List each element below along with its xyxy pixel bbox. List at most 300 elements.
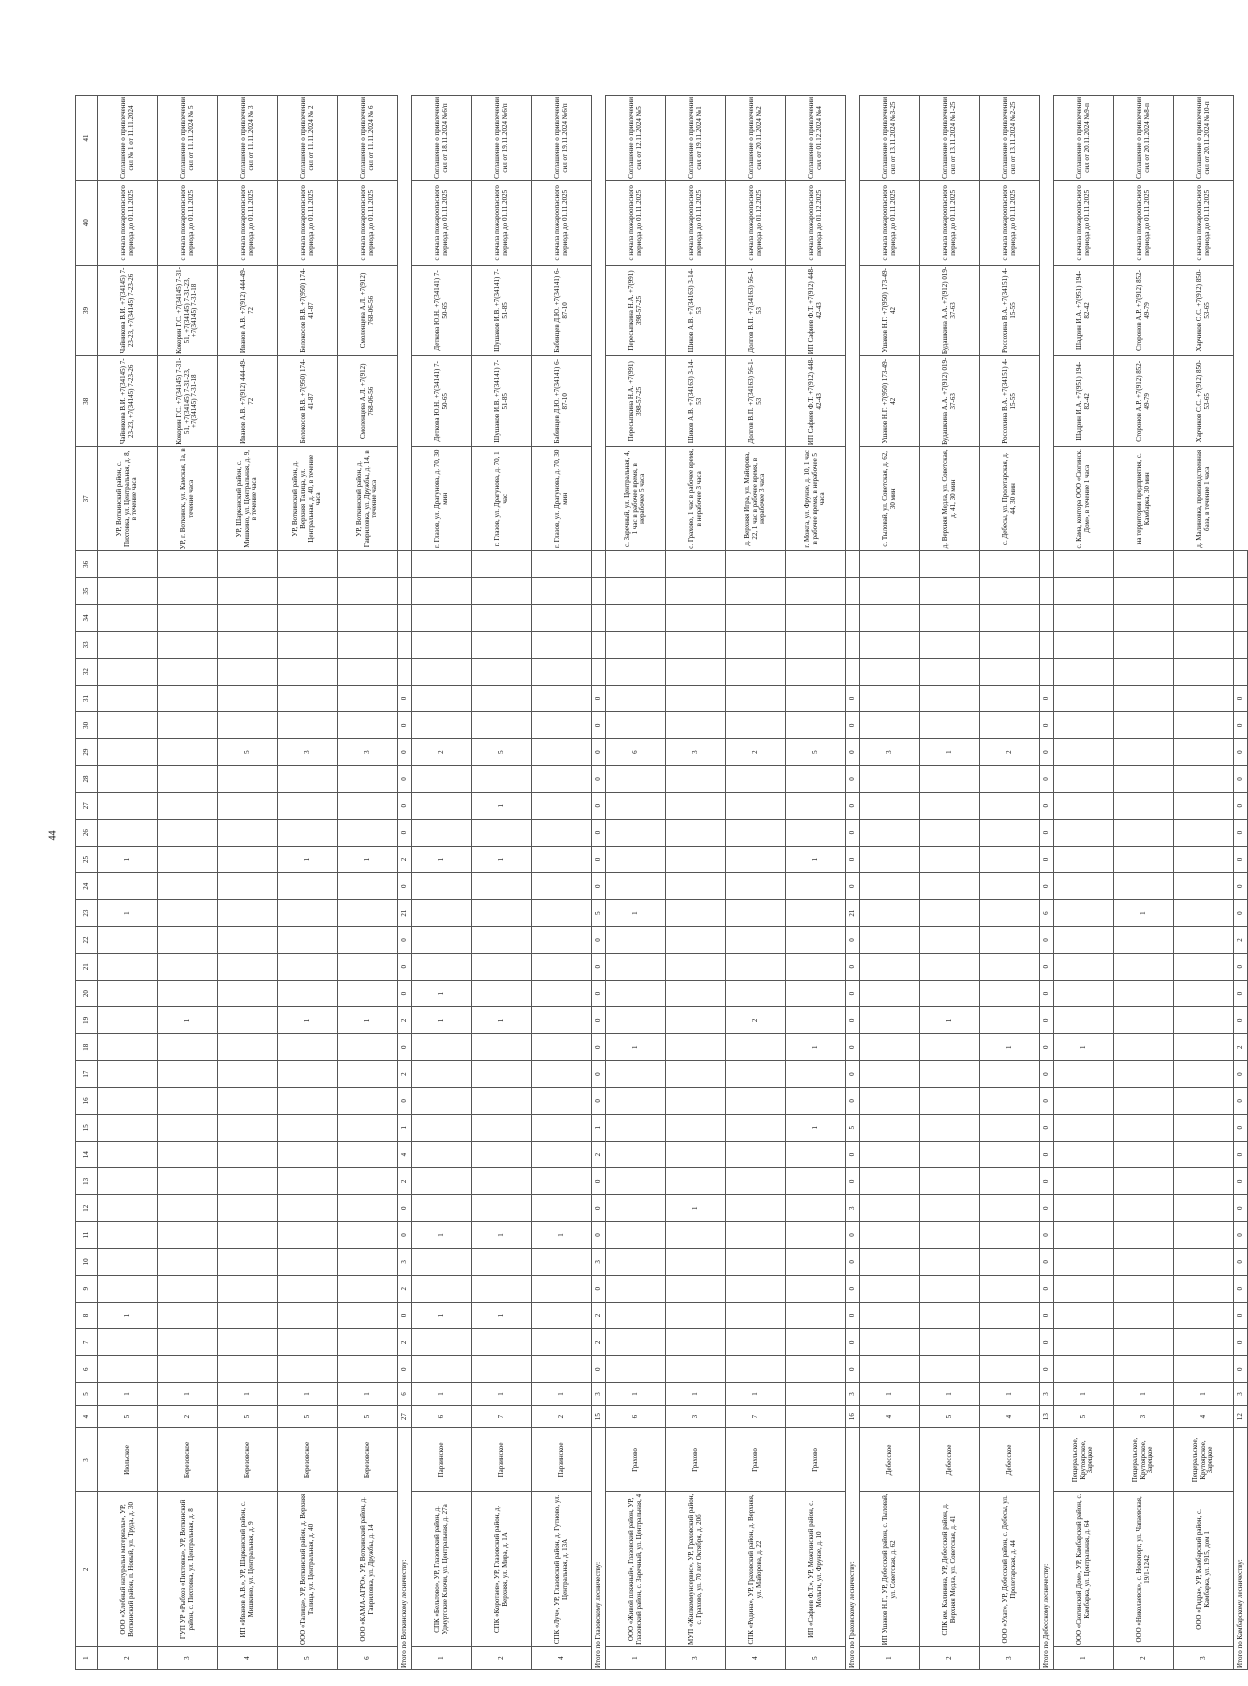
subtotal-cell: 0 xyxy=(846,1275,860,1302)
table-cell-col-35 xyxy=(786,578,846,605)
subtotal-cell: 2 xyxy=(592,1329,606,1356)
table-cell-col-28 xyxy=(606,766,666,793)
table-row xyxy=(412,96,472,1670)
table-cell-col-14 xyxy=(278,1141,338,1168)
table-cell-col-20 xyxy=(1054,980,1114,1007)
table-cell-col-20: 1 xyxy=(412,980,472,1007)
table-cell-col-37: УР, Шарканский район, с. Мишкино, ул. Центральная, д. 9, в течение часа xyxy=(218,447,278,551)
table-cell-col-6 xyxy=(218,1356,278,1383)
table-cell-col-33 xyxy=(338,631,398,658)
table-cell-col-10 xyxy=(532,1248,592,1275)
header-cell-24: 24 xyxy=(76,873,98,900)
table-cell-col-24 xyxy=(666,873,726,900)
subtotal-empty-cell xyxy=(1234,631,1248,658)
table-cell-col-33 xyxy=(786,631,846,658)
table-cell-col-21 xyxy=(726,953,786,980)
organization-cell: СПК «Бельтово», УР, Глазовский район, д. Удмуртские Ключи, ул. Центральная, д. 27а xyxy=(412,1492,472,1647)
table-cell-col-24 xyxy=(860,873,920,900)
table-cell-col-12 xyxy=(980,1195,1040,1222)
table-cell-col-22 xyxy=(606,927,666,954)
table-cell-col-35 xyxy=(1114,578,1174,605)
organization-cell: ИП Ушаков Н.Г., УР, Дебесский район, с. Тыловай, ул. Советская, д. 62 xyxy=(860,1492,920,1647)
subtotal-empty-cell xyxy=(592,658,606,685)
table-cell-col-7 xyxy=(278,1329,338,1356)
table-cell-col-4: 5 xyxy=(338,1405,398,1428)
table-cell-col-37: с. Тыловай, ул. Советская, д. 62, 30 мин xyxy=(860,447,920,551)
table-cell-col-22 xyxy=(786,927,846,954)
subtotal-cell: 27 xyxy=(398,1405,412,1428)
table-cell-col-13 xyxy=(786,1168,846,1195)
table-cell-col-7 xyxy=(606,1329,666,1356)
table-cell-col-24 xyxy=(1174,873,1234,900)
subtotal-cell: 0 xyxy=(846,1222,860,1249)
table-cell-col-41: Соглашение о привлечении сил от 13.11.2024 №1-25 xyxy=(920,96,980,181)
table-cell-col-4 xyxy=(786,1405,846,1428)
subtotal-cell: 1 xyxy=(398,1114,412,1141)
table-cell-col-26 xyxy=(786,819,846,846)
table-cell-col-14 xyxy=(532,1141,592,1168)
subtotal-cell: 0 xyxy=(1040,1275,1054,1302)
table-cell-col-6 xyxy=(472,1356,532,1383)
district-cell: Июльское xyxy=(98,1428,158,1492)
table-row xyxy=(98,96,158,1670)
table-cell-col-40: с начала пожароопасного периода до 01.11.2025 xyxy=(1114,180,1174,265)
table-cell-col-40: с начала пожароопасного периода до 01.11.2025 xyxy=(606,180,666,265)
table-cell-col-38: Бабинцев Д.Ю. +7(34141) 6-87-10 xyxy=(532,356,592,447)
table-cell-col-5: 1 xyxy=(920,1383,980,1406)
table-cell-col-18 xyxy=(860,1034,920,1061)
table-cell-col-39: Россохина В.А. +7(34151) 4-15-55 xyxy=(980,265,1040,356)
table-cell-col-12 xyxy=(472,1195,532,1222)
table-cell-col-19: 1 xyxy=(412,1007,472,1034)
table-cell-col-41: Соглашение о привлечении сил от 11.11.2024 № 3 xyxy=(218,96,278,181)
table-cell-col-7 xyxy=(532,1329,592,1356)
table-cell-col-24 xyxy=(786,873,846,900)
table-cell-col-39: Будашкина А.А. +7(912) 019-37-63 xyxy=(920,265,980,356)
table-cell-col-36 xyxy=(338,551,398,578)
table-cell-col-21 xyxy=(920,953,980,980)
subtotal-cell: 3 xyxy=(592,1248,606,1275)
table-cell-col-33 xyxy=(472,631,532,658)
table-cell-col-19 xyxy=(1114,1007,1174,1034)
district-cell: Грахово xyxy=(726,1428,786,1492)
subtotal-cell: 0 xyxy=(1234,1248,1248,1275)
table-cell-col-40: с начала пожароопасного периода до 01.11.2025 xyxy=(1174,180,1234,265)
table-cell-col-4: 2 xyxy=(532,1405,592,1428)
table-cell-col-22 xyxy=(158,927,218,954)
table-cell-col-21 xyxy=(786,953,846,980)
table-cell-col-33 xyxy=(606,631,666,658)
header-cell-35: 35 xyxy=(76,578,98,605)
table-cell-col-35 xyxy=(920,578,980,605)
table-cell-col-30 xyxy=(920,712,980,739)
table-cell-col-32 xyxy=(726,658,786,685)
table-cell-col-11: 1 xyxy=(472,1222,532,1249)
table-row xyxy=(1054,96,1114,1670)
subtotal-cell: 0 xyxy=(846,766,860,793)
table-cell-col-29 xyxy=(1114,739,1174,766)
table-cell-col-40: с начала пожароопасного периода до 01.11.2025 xyxy=(412,180,472,265)
table-cell-col-18: 1 xyxy=(786,1034,846,1061)
table-cell-col-17 xyxy=(158,1061,218,1088)
table-cell-col-16 xyxy=(532,1087,592,1114)
table-cell-col-21 xyxy=(98,953,158,980)
table-cell-col-11: 1 xyxy=(412,1222,472,1249)
table-cell-col-23 xyxy=(158,900,218,927)
table-cell-col-15 xyxy=(158,1114,218,1141)
table-cell-col-8 xyxy=(606,1302,666,1329)
table-cell-col-32 xyxy=(920,658,980,685)
subtotal-cell: 0 xyxy=(1040,980,1054,1007)
table-cell-col-8: 1 xyxy=(98,1302,158,1329)
subtotal-cell: 0 xyxy=(846,685,860,712)
header-cell-17: 17 xyxy=(76,1061,98,1088)
table-cell-col-15 xyxy=(472,1114,532,1141)
subtotal-cell: 0 xyxy=(1040,873,1054,900)
header-cell-16: 16 xyxy=(76,1087,98,1114)
table-cell-col-4: 7 xyxy=(726,1405,786,1428)
subtotal-cell: 0 xyxy=(1234,953,1248,980)
table-cell-col-36 xyxy=(1054,551,1114,578)
subtotal-empty-cell xyxy=(1040,631,1054,658)
table-cell-col-8 xyxy=(786,1302,846,1329)
header-cell-39: 39 xyxy=(76,265,98,356)
table-cell-col-18: 1 xyxy=(1054,1034,1114,1061)
district-cell: Парзинское xyxy=(532,1428,592,1492)
table-cell-col-20 xyxy=(786,980,846,1007)
table-cell-col-37: УР, Воткинский район, д. Гавриловка, ул. Дружбы, д. 14, в течение часа xyxy=(338,447,398,551)
subtotal-empty-cell xyxy=(1040,605,1054,632)
table-cell-col-30 xyxy=(412,712,472,739)
table-cell-col-23 xyxy=(1054,900,1114,927)
table-cell-col-38: Смоленцева А.Л. +7(912) 768-06-56 xyxy=(338,356,398,447)
table-cell-col-31 xyxy=(98,685,158,712)
table-cell-col-19 xyxy=(1174,1007,1234,1034)
table-cell-col-22 xyxy=(338,927,398,954)
table-cell-col-32 xyxy=(412,658,472,685)
table-cell-col-9 xyxy=(860,1275,920,1302)
table-cell-col-24 xyxy=(98,873,158,900)
subtotal-empty-cell xyxy=(592,551,606,578)
subtotal-cell: 0 xyxy=(592,927,606,954)
subtotal-cell: 0 xyxy=(846,1356,860,1383)
table-cell-col-30 xyxy=(786,712,846,739)
table-cell-col-14 xyxy=(338,1141,398,1168)
table-cell-col-31 xyxy=(666,685,726,712)
table-cell-col-10 xyxy=(920,1248,980,1275)
subtotal-cell: 0 xyxy=(846,846,860,873)
table-cell-col-21 xyxy=(472,953,532,980)
table-cell-col-35 xyxy=(606,578,666,605)
table-cell-col-26 xyxy=(1174,819,1234,846)
table-cell-col-31 xyxy=(278,685,338,712)
subtotal-cell: 0 xyxy=(1234,1061,1248,1088)
table-cell-col-33 xyxy=(666,631,726,658)
subtotal-cell: 0 xyxy=(398,1356,412,1383)
table-cell-col-6 xyxy=(412,1356,472,1383)
table-cell-col-11 xyxy=(98,1222,158,1249)
table-cell-col-28 xyxy=(338,766,398,793)
table-cell-col-26 xyxy=(218,819,278,846)
table-cell-col-16 xyxy=(920,1087,980,1114)
table-cell-col-6 xyxy=(980,1356,1040,1383)
header-cell-18: 18 xyxy=(76,1034,98,1061)
table-cell-col-30 xyxy=(860,712,920,739)
header-cell-7: 7 xyxy=(76,1329,98,1356)
table-cell-col-14 xyxy=(666,1141,726,1168)
table-cell-col-21 xyxy=(278,953,338,980)
header-cell-38: 38 xyxy=(76,356,98,447)
table-cell-col-14 xyxy=(920,1141,980,1168)
subtotal-empty-cell xyxy=(846,658,860,685)
table-cell-col-36 xyxy=(786,551,846,578)
table-cell-col-11 xyxy=(860,1222,920,1249)
row-number-cell: 6 xyxy=(338,1647,398,1670)
table-cell-col-4: 6 xyxy=(412,1405,472,1428)
table-cell-col-15 xyxy=(278,1114,338,1141)
table-cell-col-5: 1 xyxy=(412,1383,472,1406)
table-cell-col-26 xyxy=(860,819,920,846)
table-cell-col-37: д. Верхняя Игра, ул. Майорова, 22, 1 час в рабочее время, в нерабочее 3 часа xyxy=(726,447,786,551)
table-cell-col-34 xyxy=(606,605,666,632)
table-cell-col-36 xyxy=(980,551,1040,578)
table-cell-col-35 xyxy=(158,578,218,605)
table-cell-col-22 xyxy=(860,927,920,954)
table-cell-col-22 xyxy=(472,927,532,954)
table-row xyxy=(920,96,980,1670)
header-cell-25: 25 xyxy=(76,846,98,873)
subtotal-cell: 3 xyxy=(846,1383,860,1406)
table-cell-col-40: с начала пожароопасного периода до 01.11.2025 xyxy=(1054,180,1114,265)
table-cell-col-26 xyxy=(532,819,592,846)
table-cell-col-32 xyxy=(1054,658,1114,685)
subtotal-cell: 0 xyxy=(1234,766,1248,793)
table-cell-col-23 xyxy=(786,900,846,927)
table-cell-col-9 xyxy=(218,1275,278,1302)
table-cell-col-11 xyxy=(980,1222,1040,1249)
table-cell-col-10 xyxy=(412,1248,472,1275)
table-cell-col-21 xyxy=(606,953,666,980)
table-cell-col-15 xyxy=(606,1114,666,1141)
table-cell-col-40: с начала пожароопасного периода до 01.11.2025 xyxy=(980,180,1040,265)
table-cell-col-17 xyxy=(532,1061,592,1088)
table-cell-col-41: Соглашение о привлечении сил от 11.11.2024 № 2 xyxy=(278,96,338,181)
table-cell-col-23 xyxy=(980,900,1040,927)
table-cell-col-32 xyxy=(278,658,338,685)
table-cell-col-37: г. Глазов, ул. Драгунова, д. 70, 1 час xyxy=(472,447,532,551)
subtotal-cell: 0 xyxy=(592,739,606,766)
table-cell-col-23 xyxy=(472,900,532,927)
table-cell-col-10 xyxy=(98,1248,158,1275)
table-cell-col-4: 7 xyxy=(472,1405,532,1428)
table-cell-col-11 xyxy=(920,1222,980,1249)
table-cell-col-22 xyxy=(532,927,592,954)
table-row xyxy=(158,96,218,1670)
table-cell-col-13 xyxy=(338,1168,398,1195)
table-cell-col-29: 5 xyxy=(472,739,532,766)
subtotal-cell: 0 xyxy=(592,1087,606,1114)
subtotal-cell: 0 xyxy=(398,873,412,900)
district-cell: Пещеральское, Крутоярское, Зарецкое xyxy=(1114,1428,1174,1492)
table-cell-col-15 xyxy=(218,1114,278,1141)
table-cell-col-25 xyxy=(1054,846,1114,873)
table-cell-col-22 xyxy=(980,927,1040,954)
table-cell-col-38: Деткова Ю.Н. +7(34141) 7-50-65 xyxy=(412,356,472,447)
table-cell-col-6 xyxy=(532,1356,592,1383)
table-cell-col-33 xyxy=(1054,631,1114,658)
subtotal-cell: 0 xyxy=(1234,739,1248,766)
table-cell-col-39: Ушаков Н.Г. +7(950) 173-49-42 xyxy=(860,265,920,356)
subtotal-empty-cell xyxy=(592,605,606,632)
table-cell-col-23 xyxy=(666,900,726,927)
table-cell-col-8 xyxy=(1114,1302,1174,1329)
table-cell-col-30 xyxy=(1114,712,1174,739)
table-cell-col-34 xyxy=(860,605,920,632)
table-cell-col-4: 4 xyxy=(980,1405,1040,1428)
table-cell-col-29: 3 xyxy=(278,739,338,766)
row-number-cell: 4 xyxy=(726,1647,786,1670)
table-cell-col-16 xyxy=(412,1087,472,1114)
table-cell-col-17 xyxy=(920,1061,980,1088)
table-cell-col-12 xyxy=(920,1195,980,1222)
table-cell-col-15 xyxy=(726,1114,786,1141)
subtotal-cell: 3 xyxy=(592,1383,606,1406)
table-cell-col-14 xyxy=(412,1141,472,1168)
table-cell-col-13 xyxy=(1114,1168,1174,1195)
table-cell-col-20 xyxy=(98,980,158,1007)
table-cell-col-10 xyxy=(980,1248,1040,1275)
header-cell-37: 37 xyxy=(76,447,98,551)
subtotal-empty-cell xyxy=(398,658,412,685)
table-cell-col-28 xyxy=(860,766,920,793)
table-cell-col-26 xyxy=(1114,819,1174,846)
subtotal-cell: 0 xyxy=(1234,1222,1248,1249)
table-cell-col-7 xyxy=(158,1329,218,1356)
table-cell-col-5: 1 xyxy=(666,1383,726,1406)
subtotal-cell: 0 xyxy=(1234,1195,1248,1222)
header-cell-30: 30 xyxy=(76,712,98,739)
table-cell-col-24 xyxy=(1114,873,1174,900)
table-cell-col-37: УР, Воткинский район, д. Верхняя Талица, ул. Центральная, д. 40, в течение часа xyxy=(278,447,338,551)
subtotal-cell: 0 xyxy=(1234,1329,1248,1356)
table-cell-col-23 xyxy=(532,900,592,927)
table-cell-col-29: 3 xyxy=(860,739,920,766)
table-cell-col-15 xyxy=(920,1114,980,1141)
table-cell-col-35 xyxy=(1174,578,1234,605)
table-cell-col-23: 1 xyxy=(98,900,158,927)
table-cell-col-32 xyxy=(98,658,158,685)
table-cell-col-6 xyxy=(338,1356,398,1383)
table-cell-col-17 xyxy=(1174,1061,1234,1088)
table-cell-col-25 xyxy=(1174,846,1234,873)
table-row xyxy=(1114,96,1174,1670)
row-number-cell: 3 xyxy=(158,1647,218,1670)
table-cell-col-20 xyxy=(472,980,532,1007)
table-cell-col-37: с. Кама, контора ООО «Сюгинск. Дом», в течение 1 часа xyxy=(1054,447,1114,551)
table-cell-col-28 xyxy=(1174,766,1234,793)
table-cell-col-34 xyxy=(920,605,980,632)
table-cell-col-30 xyxy=(278,712,338,739)
header-cell-36: 36 xyxy=(76,551,98,578)
table-cell-col-25: 1 xyxy=(338,846,398,873)
organization-cell: ООО «Талица», УР, Воткинский район, д. Верхняя Талица, ул. Центральная, д. 40 xyxy=(278,1492,338,1647)
table-cell-col-28 xyxy=(786,766,846,793)
subtotal-empty-cell xyxy=(1234,658,1248,685)
table-cell-col-8 xyxy=(726,1302,786,1329)
table-cell-col-18 xyxy=(666,1034,726,1061)
table-cell-col-13 xyxy=(218,1168,278,1195)
subtotal-cell: 0 xyxy=(1040,846,1054,873)
table-cell-col-29: 2 xyxy=(726,739,786,766)
table-cell-col-25 xyxy=(666,846,726,873)
subtotal-cell: 5 xyxy=(592,900,606,927)
table-cell-col-33 xyxy=(98,631,158,658)
table-cell-col-21 xyxy=(532,953,592,980)
subtotal-label: Итого по Воткинскому лесничеству: xyxy=(398,1428,412,1670)
table-cell-col-4: 5 xyxy=(278,1405,338,1428)
table-cell-col-26 xyxy=(472,819,532,846)
organization-cell: ООО «Живой пляжный», Глазовский район, УР, Глазовский район, с. Заречный, ул. Центральная, 4 xyxy=(606,1492,666,1647)
subtotal-cell: 0 xyxy=(846,792,860,819)
table-cell-col-13 xyxy=(606,1168,666,1195)
table-cell-col-29: 6 xyxy=(606,739,666,766)
table-cell-col-41: Соглашение о привлечении сил от 01.12.2024 №4 xyxy=(786,96,846,181)
table-cell-col-40: с начала пожароопасного периода до 01.11.2025 xyxy=(278,180,338,265)
table-cell-col-40: с начала пожароопасного периода до 01.11.2025 xyxy=(666,180,726,265)
table-cell-col-12 xyxy=(1114,1195,1174,1222)
table-cell-col-39: Долгов В.П. +7(34163) 56-1-53 xyxy=(726,265,786,356)
table-cell-col-34 xyxy=(1114,605,1174,632)
table-cell-col-8: 1 xyxy=(412,1302,472,1329)
subtotal-row xyxy=(398,96,412,1670)
table-row xyxy=(606,96,666,1670)
table-cell-col-38: Ушаков Н.Г. +7(950) 173-49-42 xyxy=(860,356,920,447)
table-cell-col-30 xyxy=(158,712,218,739)
table-cell-col-40: с начала пожароопасного периода до 01.11.2025 xyxy=(338,180,398,265)
table-cell-col-6 xyxy=(860,1356,920,1383)
table-cell-col-33 xyxy=(980,631,1040,658)
table-cell-col-21 xyxy=(218,953,278,980)
table-cell-col-22 xyxy=(1114,927,1174,954)
table-cell-col-6 xyxy=(158,1356,218,1383)
subtotal-cell: 0 xyxy=(846,1007,860,1034)
table-cell-col-32 xyxy=(472,658,532,685)
table-cell-col-7 xyxy=(666,1329,726,1356)
table-cell-col-20 xyxy=(218,980,278,1007)
table-cell-col-27 xyxy=(786,792,846,819)
subtotal-cell: 0 xyxy=(1234,685,1248,712)
subtotal-cell: 0 xyxy=(592,1356,606,1383)
table-cell-col-14 xyxy=(158,1141,218,1168)
table-cell-col-19 xyxy=(860,1007,920,1034)
table-cell-col-8 xyxy=(1174,1302,1234,1329)
table-cell-col-41: Соглашение о привлечении сил от 18.11.2024 №6/п xyxy=(412,96,472,181)
table-cell-col-29: 3 xyxy=(338,739,398,766)
subtotal-cell: 0 xyxy=(1234,980,1248,1007)
header-cell-26: 26 xyxy=(76,819,98,846)
table-cell-col-39: Сторонов А.Р. +7(912) 852-49-79 xyxy=(1114,265,1174,356)
subtotal-cell: 13 xyxy=(1040,1405,1054,1428)
table-cell-col-19 xyxy=(1054,1007,1114,1034)
subtotal-cell: 0 xyxy=(1040,1302,1054,1329)
table-cell-col-24 xyxy=(532,873,592,900)
subtotal-cell: 0 xyxy=(592,980,606,1007)
subtotal-empty-cell xyxy=(1234,551,1248,578)
header-cell-22: 22 xyxy=(76,927,98,954)
header-cell-9: 9 xyxy=(76,1275,98,1302)
table-cell-col-15 xyxy=(338,1114,398,1141)
table-row xyxy=(532,96,592,1670)
